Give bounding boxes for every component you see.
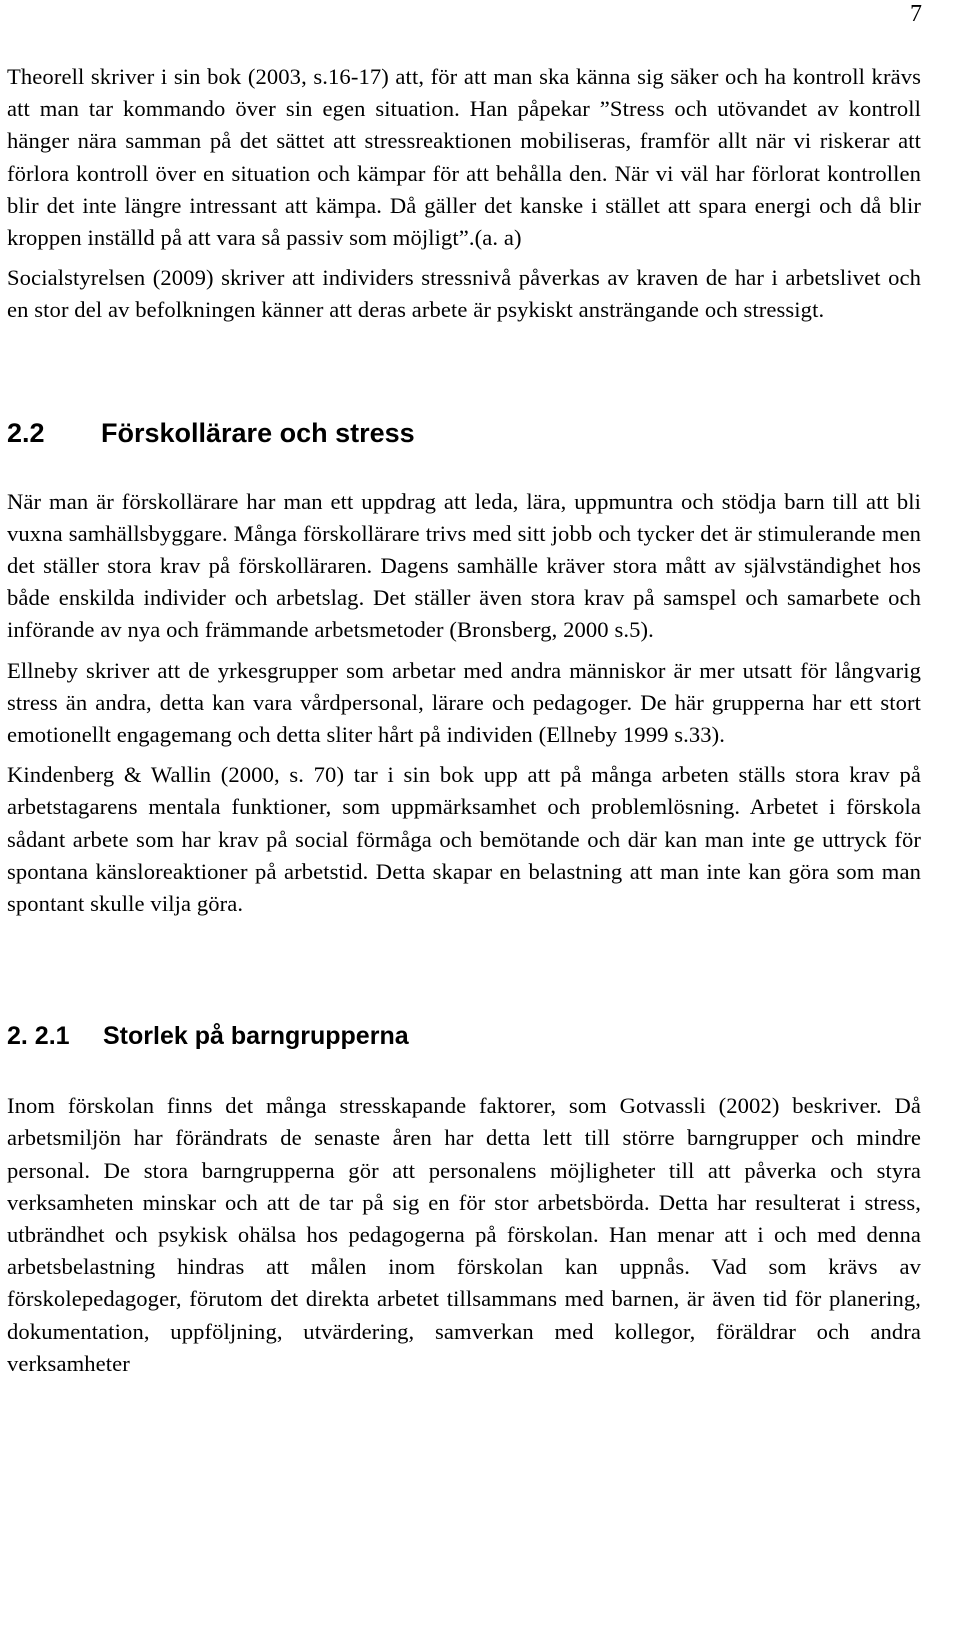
spacer bbox=[7, 327, 921, 416]
paragraph-forskollarare: När man är förskollärare har man ett uppdrag att leda, lära, uppmuntra och stödja barn till att bli vuxna samhällsbyggare. Många förskollärare trivs med sitt jobb och tycker det är stimulerande men det ställer stora krav på förskolläraren. Dagens samhälle kräver stora mått av självständighet hos både enskilda individer och arbetslag. Det ställer även stora krav på samspel och samarbete och införande av nya och främmande arbetsmetoder (Bronsberg, 2000 s.5). bbox=[7, 488, 921, 643]
subsection-title: Storlek på barngrupperna bbox=[103, 1022, 409, 1051]
section-heading-2-2 bbox=[7, 416, 921, 450]
spacer bbox=[7, 920, 921, 1020]
section-title: Förskollärare och stress bbox=[101, 417, 415, 448]
page-number: 7 bbox=[910, 1, 922, 27]
paragraph-socialstyrelsen: Socialstyrelsen (2009) skriver att individers stressnivå påverkas av kraven de har i arbetslivet och en stor del av befolkningen känner att deras arbete är psykiskt ansträngande och stressigt. bbox=[7, 265, 921, 323]
paragraph-gotvassli: Inom förskolan finns det många stresskapande faktorer, som Gotvassli (2002) beskriver. Då arbetsmiljön har förändrats de senaste åren har detta lett till större barngrupper och mindre personal. De stora barngrupperna gör att personalens möjligheter till att påverka och styra verksamheten minskar och att de tar på sig en för stor arbetsbörda. Detta har resulterat i stress, utbrändhet och psykisk ohälsa hos pedagogerna på förskolan. Han menar att i och med denna arbetsbelastning hindras att målen inom förskolan kan uppnås. Vad som krävs av förskolepedagoger, förutom det direkta arbetet tillsammans med barnen, är även tid för planering, dokumentation, uppföljning, utvärdering, samverkan med kollegor, föräldrar och andra verksamheter bbox=[7, 1093, 921, 1376]
section-number: 2.2 bbox=[7, 417, 45, 448]
spacer bbox=[7, 450, 921, 486]
paragraph-ellneby: Ellneby skriver att de yrkesgrupper som arbetar med andra människor är mer utsatt för långvarig stress än andra, detta kan vara vårdpersonal, lärare och pedagoger. De här grupperna har ett stort emotionellt engagemang och detta sliter hårt på individen (Ellneby 1999 s.33). bbox=[7, 657, 921, 748]
spacer bbox=[7, 1052, 921, 1090]
section-heading-2-2-1 bbox=[7, 1020, 921, 1052]
paragraph-theorell: Theorell skriver i sin bok (2003, s.16-17) att, för att man ska känna sig säker och ha kontroll krävs att man tar kommando över sin egen situation. Han påpekar ”Stress och utövandet av kontroll hänger nära samman på det sättet att stressreaktionen mobiliseras, framför allt när vi riskerar att förlora kontroll över en situation och kämpar för att behålla den. När vi väl har förlorat kontrollen blir det inte längre intressant att kämpa. Då gäller det kanske i stället att spara energi och då blir kroppen inställd på att vara så passiv som möjligt”.(a. a) bbox=[7, 64, 921, 251]
document-body bbox=[7, 61, 921, 1380]
paragraph-kindenberg: Kindenberg & Wallin (2000, s. 70) tar i sin bok upp att på många arbeten ställs stora krav på arbetstagarens mentala funktioner, som uppmärksamhet och problemlösning. Arbetet i förskola sådant arbete som har krav på social förmåga och bemötande och där kan man inte ge uttryck för spontana känsloreaktioner på arbetstid. Detta skapar en belastning att man inte kan göra som man spontant skulle vilja göra. bbox=[7, 762, 921, 917]
subsection-number: 2. 2.1 bbox=[7, 1022, 70, 1051]
